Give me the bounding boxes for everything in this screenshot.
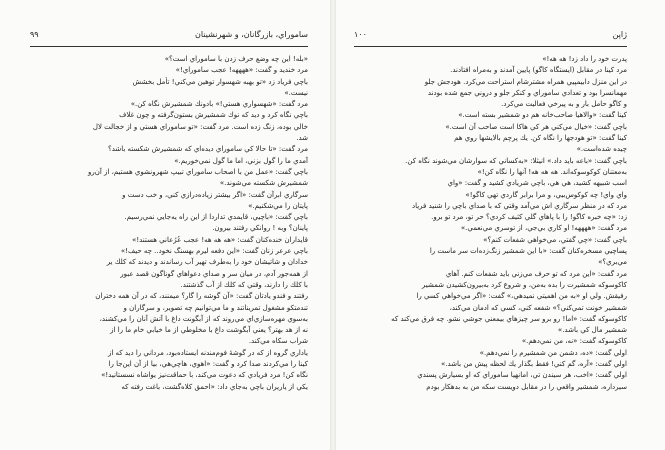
text-line: مرد خنديد و گفت: «ههههه! عجب ساموراي!» [175, 66, 308, 75]
right-page-number: ۱۰۰ [354, 30, 367, 39]
left-page [0, 0, 330, 450]
text-line: مي‌بري؟» [598, 258, 627, 267]
right-page-body [354, 54, 627, 393]
text-line: باچي گفت: «چي گفتي، مي‌خواهي شفعات كنم؟» [483, 235, 627, 244]
text-line: اولي گفت: «ده، دشمن من شمشيرم را نمي‌دهم.» [479, 348, 627, 357]
text-line: آمدي ما را گول بزني، اما ما گول نمي‌خوريم.» [174, 156, 308, 165]
text-line: كاكوسوكه شمشيرت را بده به‌من، و شروع كرد به‌بيرون‌كشيدن شمشير [421, 280, 627, 289]
text-line: باچي گفت: «باعه بايد داد.» انيثلا: «به‌كساني كه سوارشان مي‌شوند نگاه كن. [405, 156, 627, 165]
right-page [336, 0, 665, 450]
left-page-body [30, 54, 308, 393]
text-line: مرد گفت: «تا حالا كي ساموراي ديده‌اي كه شمشيرش شكسته باشد؟ [107, 145, 308, 154]
text-line: باچي فرياد زد «تو بهبه شهسوار توهين مي‌كني! تأمل بخشش [132, 77, 308, 86]
text-line: سرگاري ابرآن گفت: «اگر بيشتر زياده‌درازي كني، و خب دست و [122, 190, 308, 199]
text-line: باچي گفت: «خيال مي‌كني هر كي هاكا است صاحب آن است.» [445, 122, 627, 131]
text-line: باچي عرعر زنان گفت: «اين دفعه ليرم بهسنگ نخود.. چه حيف!» [120, 247, 308, 256]
right-header-rule [354, 46, 627, 47]
text-line: شراب سكاه مي‌كند. [248, 337, 308, 346]
text-line: سيرداره، شمشير واقعي را در مقابل دويست سكه من به بدهكار بودم [426, 382, 627, 391]
text-line: كاكوسوكه گفت: «اما! رو برو سر چيزهاي بيمعني جوشي نشو. چه فرق مي‌كند كه [391, 314, 627, 323]
text-line: نه از هد بهتر؟ يعني آبگوشت داغ با مخلوطي از ما خيابي خام ما را از [110, 326, 308, 335]
text-line: اولي گفت: «اخب، هر سيندن تي، امانهيا ساموراي كه او بسيارش پسندي [417, 371, 627, 380]
text-line: نيست.» [284, 88, 308, 97]
text-line: مهمانسرا بود و تعدادي ساموراي و كنكر جلو و دروني جمع شده بودند [427, 88, 627, 97]
text-line: اسب شبيهه كشيد، هي هي، باچي شريادي كشيد و گفت: «واي [447, 179, 627, 188]
text-line: تندمتكو مشغول تمريناتند و ما مي‌توانيم چه تصوير، و سرگاران و [123, 303, 308, 312]
text-line: چيده شده‌است.» [576, 145, 627, 154]
text-line: واي واي! چه كوكوس‌بيي، و مرا برابر گاردي تهي كاگو!» [465, 190, 627, 199]
text-line: «بله! اين چه وضع حرف زدن با ساموراي است؟» [164, 55, 308, 63]
left-page-running-title: ساموراي، بازرگانان، و شهرنشينان [194, 30, 308, 39]
text-line: پاينان؟ وبه ! روانكي رفتند بيرون. [212, 224, 308, 233]
text-line: در اين منزل دابيمپيي همراه مشترشام استراحت مي‌كرد. هودجش جلو [424, 77, 627, 86]
text-line: نگاه كن! مرد فريادي كه دعوت مي‌كند، با حماقت‌نيز يواشاه نسستانيد!» [101, 371, 308, 380]
text-line: شمشير خونت تمي‌كني؟» شفعه كني، كسي كه ادمان مي‌كند، [449, 303, 627, 312]
text-line: باچي گفت: «عمل من با اصحاب ساموراي تبيپ شهرونشوي هستيم، از آن‌رو [87, 167, 308, 176]
text-line: كينا گفت: «والاهيا صاحب‌خانه هم دو شمشير بسته است.» [458, 111, 627, 120]
text-line: كينا گفت: «تو هودجها را نگاه كن. يك پرچم بالايشها روي هم [454, 134, 627, 143]
text-line: ياداري گروه از كه در گوشهٔ فوم‌مندنه ايستاده‌بود، مرداني را ديد كه از [108, 348, 308, 357]
text-line: مرد گفت: «شهسواري هستي!» بادونك شمشيرش نگاه كن.» [130, 100, 308, 109]
text-line: مرد كينا در مقابل (ايستگاه كاگو) پايين آمدند و به‌مراه افتادند. [450, 66, 627, 75]
text-line: مرد گفت: «ههههه! او كاري بي‌جي، از توسري مي‌نعمي.» [460, 224, 627, 233]
text-line: اولي گفت: «آره، گم كني! فقط بگذار يك لحظه پيش من باشد.» [440, 360, 627, 369]
text-line: خالي بوده، زنگ زده است. مرد گفت: «تو ساموراي هستي و از خجالت لال [92, 122, 308, 131]
text-line: با كلك را دارند، وقتي كه كلك از آب گذشتند. [180, 280, 308, 289]
text-line: رفيقش. ولي او «به من اهميتي نميدهي،» گفت: «اگر مي‌خواهي كسي را [416, 292, 627, 301]
text-line: به‌سوي مهره‌سازي‌اي مي‌روند كه از آبگونت داغ با آتش آنان را مي‌كشند، [99, 314, 308, 323]
text-line: زد: «چه خبره كاگو! را با پاهاي گلي كثيف كردي؟ حر تو، مرد تو برو. [431, 213, 627, 222]
text-line: شمشير مال كي باشد.» [557, 326, 627, 335]
right-page-running-title: ژاپن [612, 30, 627, 39]
text-line: قايداران خنده‌كنان گفت: «هه هه هه! عجب عُرُعاني هستند!» [132, 235, 308, 244]
text-line: مرد گفت: «اين مرد كه تو حرف مي‌زني بايد شفعات كنم. آهاي [445, 269, 627, 278]
text-line: از همه‌جور آدم، در ميان سر و صداي دعواهاي گوناگون قصد عبور [120, 269, 308, 278]
text-line: باچي نگاه كرد و ديد كه نوك شمشيرش بستون‌گرفته و چون غلاف [119, 111, 308, 120]
left-page-header [30, 30, 308, 46]
right-page-header [354, 30, 627, 46]
left-page-number: ۹۹ [30, 30, 39, 39]
left-header-rule [30, 46, 308, 47]
text-line: پايتان را مي‌شكنيم.» [248, 201, 308, 210]
text-line: كاكوسوكه گفت: «نه، من نمي‌دهم.» [521, 337, 627, 346]
text-line: رفتند و فندو يادتان گفت: «آن گوشه را گار؟ ميمنند، كه در آن همه دختران [95, 292, 308, 301]
text-line: خدادان و شاتيشان خود را به‌طرف تهير آب رساندند و ديدند كه كلك ير [106, 258, 308, 267]
text-line: كينا را مي‌كردند صدا كرد و گفت: «اهوي، هاچي‌هي، بيا از آن اين‌جا را [108, 360, 308, 369]
text-line: باچي گفت: «باچيي، قايمدي تداردا از اين راه يه‌جايي نمي‌رسيم. [124, 213, 308, 222]
text-line: به‌معتنان كوكوسوكه‌اند. هه هه هه! آنها را نگاه كن!» [477, 167, 627, 176]
text-line: شمشيرش شكسته مي‌شوند.» [219, 179, 308, 188]
text-line: پساچيي مسخره‌كنان گفت: «با اين شمشير زنگ‌زده‌ات سر ماست را [429, 247, 627, 256]
text-line: و كاگو حامل بار و به پيرخي فعاليت مي‌كرد. [501, 100, 627, 109]
text-line: يكي از ياريران باچي به‌جاي داد: «احمق كلاه‌گشت، باغت رفته كه [121, 382, 308, 391]
text-line: پدرت خود را داد زد! هه هه!» [542, 55, 627, 63]
text-line: مرد كه در منظر سرگاري اش مي‌آمد وقتي كه با صداي باچي را شنيد فرياد [411, 201, 627, 210]
text-line: شد. [296, 134, 308, 143]
